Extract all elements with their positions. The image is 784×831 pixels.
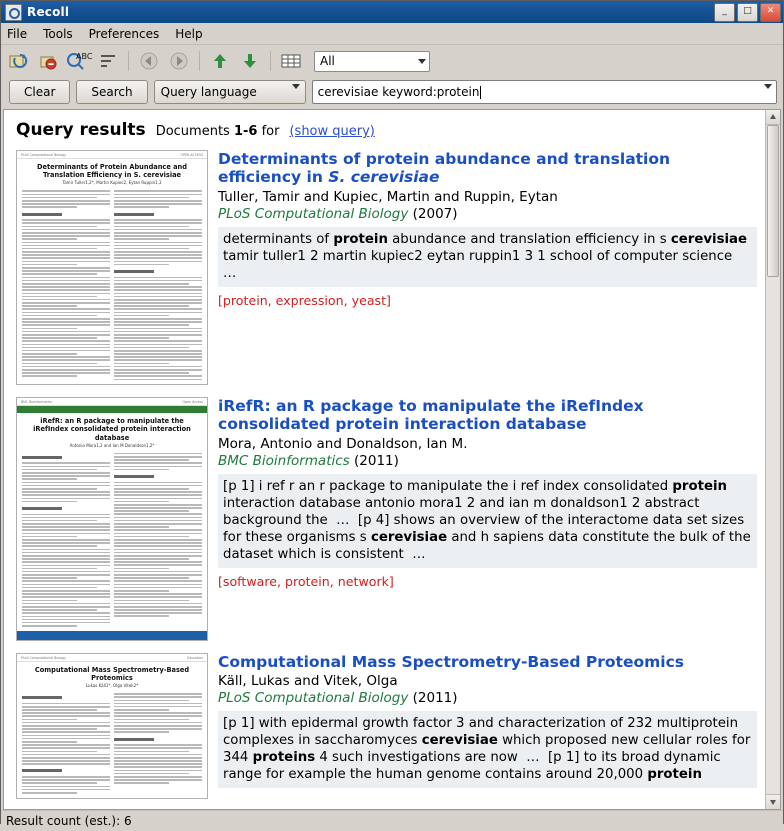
journal-year: (2011) (412, 689, 458, 706)
scroll-down-button[interactable] (766, 794, 780, 809)
menu-item-preferences[interactable] (89, 27, 160, 41)
text-caret (480, 86, 481, 99)
show-query-link[interactable]: (show query) (289, 124, 375, 139)
results-panel (3, 109, 781, 810)
thumb-body (17, 691, 207, 797)
scroll-up-button[interactable] (766, 110, 780, 125)
close-icon: ✕ (766, 5, 775, 16)
query-language-combo[interactable] (154, 80, 306, 104)
status-text: Result count (est.): 6 (6, 813, 132, 828)
result-abstract: determinants of protein abundance and translation efficiency in s cerevisiae tamir tuller1 2 martin kupiec2 eytan ruppin1 3 1 school of computer science … (218, 227, 757, 287)
history-chevron-down-icon[interactable] (764, 89, 772, 103)
thumb-header (17, 398, 207, 406)
thumb-subtitle: Tamir Tuller1,2*, Martin Kupiec2, Eytan Ruppin1,3 (62, 180, 162, 186)
stop-index-icon[interactable] (35, 48, 61, 74)
result-title-plain: Determinants of protein abundance and translation efficiency in (218, 150, 671, 187)
search-input-value: cerevisiae keyword:protein (317, 85, 480, 99)
for-label: for (261, 124, 280, 139)
result-keywords: [protein, expression, yeast] (218, 292, 391, 308)
menu-preferences-label: Preferences (88, 26, 160, 41)
journal-name: PLoS Computational Biology (218, 205, 409, 222)
result-abstract: [p 1] with epidermal growth factor 3 and characterization of 232 multiprotein complexes in saccharomyces cerevisiae which proposed new cellular roles for 344 proteins 4 such investigations are now … [p 1] to its broad dynamic range for example the human genome contains around 20,000 protein (218, 711, 757, 788)
spelling-icon[interactable] (65, 48, 91, 74)
status-bar (1, 810, 783, 831)
thumb-header-left: BMC Bioinformatics (21, 400, 53, 405)
thumb-header (17, 654, 207, 662)
filter-value: All (320, 54, 335, 68)
thumb-body (17, 451, 207, 631)
query-language-label: Query language (160, 85, 257, 99)
journal-name: PLoS Computational Biology (218, 689, 409, 706)
toolbar-separator-2 (199, 51, 200, 71)
result-journal (218, 206, 757, 222)
menu-item-help[interactable] (175, 27, 202, 41)
thumb-subtitle: Lukas Käll1*, Olga Vitek2* (85, 683, 139, 689)
menu-bar (1, 23, 783, 45)
search-bar (1, 77, 783, 107)
result-keywords: [software, protein, network] (218, 573, 394, 589)
thumb-header-right: Education (187, 655, 203, 660)
thumb-footer-bar (17, 631, 207, 640)
thumb-header-left: PLoS Computational Biology (21, 655, 66, 660)
document-thumbnail[interactable] (16, 150, 208, 385)
document-thumbnail[interactable] (16, 653, 208, 799)
thumb-subtitle: Antonio Mora1,2 and Ian M Donaldson1,2* (69, 442, 155, 448)
thumb-title: iRefR: an R package to manipulate the iRefIndex consolidated protein interaction database (33, 417, 191, 442)
toolbar-separator-3 (270, 51, 271, 71)
result-authors: Tuller, Tamir and Kupiec, Martin and Ruppin, Eytan (218, 188, 558, 205)
svg-text:ABC: ABC (76, 52, 93, 61)
thumb-body (17, 188, 207, 384)
menu-tools-label: Tools (43, 26, 73, 41)
update-index-icon[interactable] (5, 48, 31, 74)
window-title: Recoll (27, 5, 70, 19)
result-content (218, 150, 757, 308)
app-icon (5, 4, 22, 21)
page-title: Query results (16, 120, 146, 140)
title-bar (1, 1, 783, 23)
menu-file-label: File (7, 26, 28, 41)
documents-count (156, 124, 280, 139)
result-title[interactable]: iRefR: an R package to manipulate the iRefIndex consolidated protein interaction database (218, 397, 644, 434)
result-abstract: [p 1] i ref r an r package to manipulate the i ref index consolidated protein interaction database antonio mora1 2 and ian m donaldson1 2 abstract background the … [p 4] shows an overview of the interactome data set sizes for these organisms s cerevisiae and h sapiens data constitute the bulk of the dataset which is consistent … (218, 474, 757, 568)
toolbar-separator (128, 51, 129, 71)
filter-combo[interactable] (314, 51, 430, 72)
maximize-icon: □ (743, 5, 752, 16)
thumb-header-right: Open Access (182, 400, 203, 405)
thumb-header-right: OPEN ACCESS (180, 153, 203, 157)
search-input[interactable] (312, 80, 777, 104)
close-button[interactable] (760, 3, 781, 22)
result-authors: Käll, Lukas and Vitek, Olga (218, 672, 398, 689)
menu-help-label: Help (175, 26, 203, 41)
result-authors: Mora, Antonio and Donaldson, Ian M. (218, 435, 468, 452)
back-icon[interactable] (136, 48, 162, 74)
results-scrollbar[interactable] (765, 110, 780, 809)
up-icon[interactable] (207, 48, 233, 74)
results-header (4, 110, 765, 148)
down-icon[interactable] (237, 48, 263, 74)
minimize-icon: _ (722, 5, 727, 16)
search-button[interactable]: Search (76, 80, 147, 104)
scrollbar-thumb[interactable] (767, 125, 779, 277)
thumb-accent-bar (17, 406, 207, 413)
chevron-down-icon (292, 89, 300, 103)
toolbar (1, 45, 783, 77)
results-list (4, 110, 765, 809)
result-title[interactable]: Computational Mass Spectrometry-Based Proteomics (218, 652, 684, 671)
clear-button[interactable]: Clear (9, 80, 70, 104)
result-journal (218, 453, 757, 469)
result-content (218, 653, 757, 788)
menu-item-file[interactable] (7, 27, 27, 41)
documents-label: Documents (155, 124, 230, 139)
thumb-title: Computational Mass Spectrometry-Based Proteomics (34, 665, 190, 682)
document-thumbnail[interactable] (16, 397, 208, 640)
menu-item-tools[interactable] (43, 27, 73, 41)
sort-icon[interactable] (95, 48, 121, 74)
result-content (218, 397, 757, 589)
maximize-button[interactable] (737, 3, 758, 22)
forward-icon[interactable] (166, 48, 192, 74)
journal-year: (2011) (354, 452, 399, 469)
thumb-title: Determinants of Protein Abundance and Translation Efficiency in S. cerevisiae (37, 163, 187, 180)
result-title[interactable] (218, 150, 757, 187)
table-icon[interactable] (278, 48, 304, 74)
chevron-down-icon (418, 52, 426, 71)
result-item[interactable] (4, 148, 765, 395)
journal-name: BMC Bioinformatics (218, 452, 350, 469)
journal-year: (2007) (412, 205, 458, 222)
window-controls (714, 3, 781, 22)
result-journal (218, 690, 757, 706)
thumb-header (17, 151, 207, 159)
documents-range: 1-6 (233, 124, 258, 139)
result-item[interactable] (4, 651, 765, 809)
thumb-header-left: PLoS Computational Biology (21, 153, 66, 157)
result-item[interactable] (4, 395, 765, 650)
minimize-button[interactable] (714, 3, 735, 22)
result-title-italic: S. cerevisiae (328, 168, 440, 187)
